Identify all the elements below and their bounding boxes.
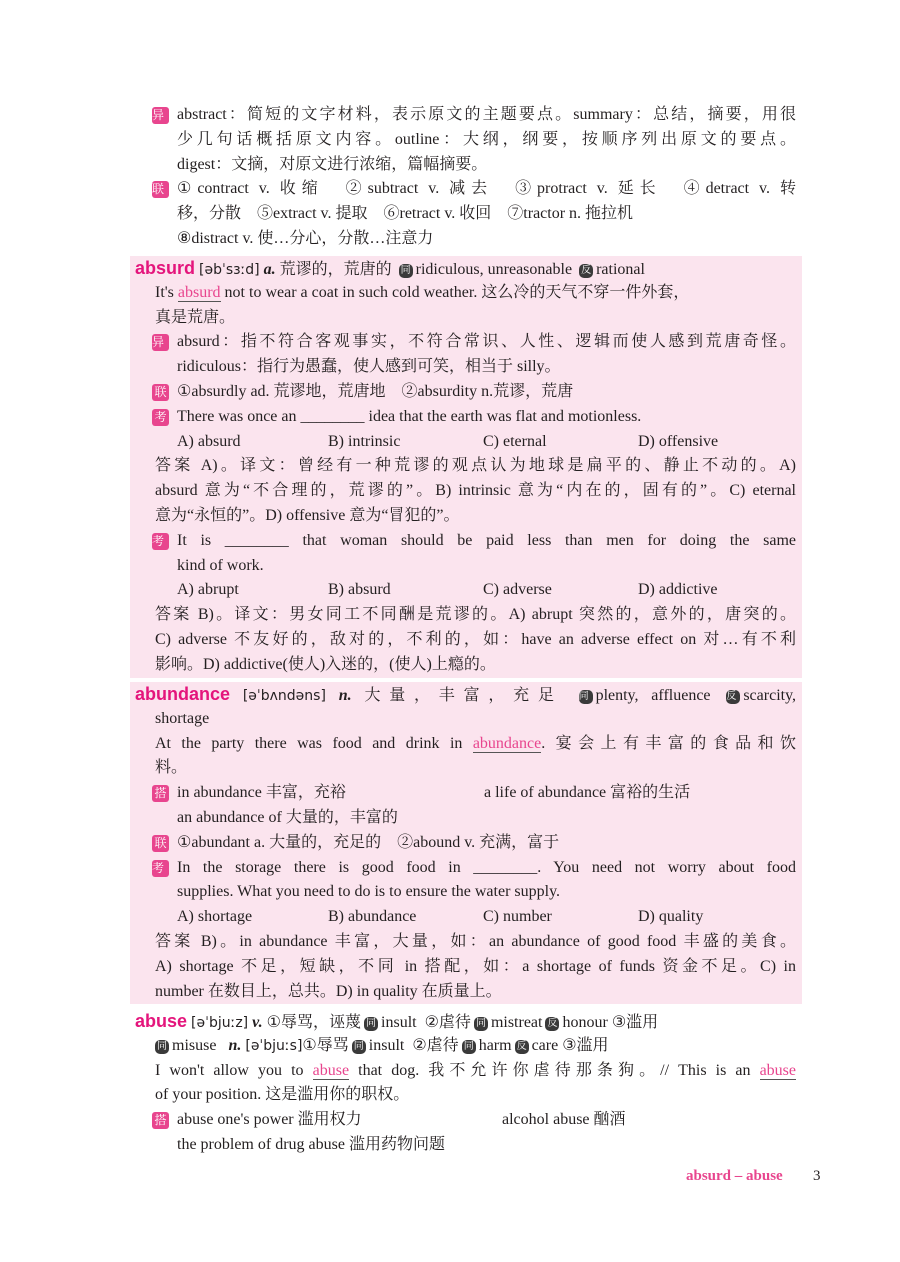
exam-icon: 考 xyxy=(152,533,169,550)
page-number: 3 xyxy=(813,1168,821,1184)
text: A) shortage 不足，短缺，不同 in 搭配，如：a shortage of funds 资金不足。C) in xyxy=(155,957,796,975)
entry-senses xyxy=(130,1034,802,1059)
example-sentence xyxy=(130,306,802,331)
headword: abuse xyxy=(135,1011,188,1031)
example-sentence xyxy=(130,1083,802,1108)
option-d: D) quality xyxy=(638,908,704,926)
antonym-icon: 反 xyxy=(547,1018,558,1029)
text: At the party there was food and drink in xyxy=(155,734,473,752)
related-words-line xyxy=(130,380,802,405)
text: ①contract v. 收缩 ②subtract v. 减去 ③protract v. 延长 ④detract v. 转 xyxy=(177,180,796,198)
antonym: rational xyxy=(596,261,645,278)
text: absurd 意为“不合理的，荒谬的”。B) intrinsic 意为“内在的，固有的”。C) eternal xyxy=(155,482,796,500)
synonym: harm xyxy=(478,1036,512,1054)
text: 料。 xyxy=(155,759,188,777)
text: the problem of drug abuse 滥用药物问题 xyxy=(177,1135,445,1153)
distinction-icon: 异 xyxy=(152,107,169,124)
option-b: B) absurd xyxy=(328,581,391,599)
text: ⑧distract v. 使…分心，分散…注意力 xyxy=(177,229,434,247)
synonym: insult xyxy=(368,1036,405,1054)
text: abstract：简短的文字材料，表示原文的主题要点。summary：总结，摘要，用很 xyxy=(177,106,796,123)
option-c: C) eternal xyxy=(483,432,547,450)
related-icon: 联 xyxy=(152,384,169,401)
text: 答案 B)。译文：男女同工不同酬是荒谬的。A) abrupt 突然的，意外的，唐突的。 xyxy=(155,606,796,624)
text: in abundance 丰富，充裕 xyxy=(177,784,346,802)
synonym-icon: 同 xyxy=(463,1040,474,1052)
exam-options xyxy=(130,430,802,455)
related-icon: 联 xyxy=(152,181,169,198)
synonym: insult xyxy=(381,1014,417,1031)
synonym-icon: 同 xyxy=(400,265,411,276)
text: abuse one's power 滥用权力 xyxy=(177,1111,362,1129)
text: absurd：指不符合客观事实，不符合常识、人性、逻辑而使人感到荒唐奇怪。 xyxy=(177,333,796,351)
text: It's xyxy=(155,283,178,301)
collocation-line xyxy=(130,781,802,806)
option-c: C) number xyxy=(483,908,552,926)
entry-headline xyxy=(130,1009,802,1034)
definition: 荒谬的，荒唐的 xyxy=(279,261,392,278)
phonetic: [əbˈsɜːd] xyxy=(199,262,260,278)
option-a: A) shortage xyxy=(177,908,253,926)
text: In the storage there is good food in ________. You need not worry about food xyxy=(177,858,796,876)
synonym-icon: 同 xyxy=(366,1018,377,1029)
phonetic: [əˈbjuːz] xyxy=(191,1015,249,1031)
synonyms: plenty, affluence xyxy=(595,687,711,704)
synonym-icon: 同 xyxy=(579,690,593,704)
exam-question xyxy=(130,880,802,905)
text: 真是荒唐。 xyxy=(155,308,236,326)
part-of-speech: a. xyxy=(263,261,276,278)
text: alcohol abuse 酗酒 xyxy=(502,1111,626,1129)
phonetic: [əˈbʌndəns] xyxy=(242,688,326,704)
text: of your position. 这是滥用你的职权。 xyxy=(155,1086,410,1104)
sense: ③滥用 xyxy=(562,1036,609,1054)
antonym-icon: 反 xyxy=(726,690,740,704)
antonym: scarcity, xyxy=(743,687,797,704)
collocation-icon: 搭 xyxy=(152,785,169,802)
example-sentence xyxy=(130,756,802,781)
option-b: B) abundance xyxy=(328,908,417,926)
exam-question xyxy=(130,405,802,430)
part-of-speech: v. xyxy=(252,1014,263,1031)
text: . 宴会上有丰富的食品和饮 xyxy=(541,734,796,752)
distinction-icon: 异 xyxy=(152,334,169,351)
synonym: mistreat xyxy=(490,1014,543,1031)
sense: ①辱骂，诬蔑 xyxy=(266,1014,362,1031)
example-sentence xyxy=(130,1059,802,1084)
headword: absurd xyxy=(135,258,196,278)
option-b: B) intrinsic xyxy=(328,432,401,450)
exam-question xyxy=(130,554,802,579)
text: number 在数目上，总共。D) in quality 在质量上。 xyxy=(155,982,502,1000)
sense: ②虐待 xyxy=(412,1036,459,1054)
highlighted-word: abuse xyxy=(312,1061,350,1079)
text: 少几句话概括原文内容。outline：大纲，纲要，按顺序列出原文的要点。 xyxy=(177,130,796,148)
related-words-line xyxy=(130,831,802,856)
antonym-icon: 反 xyxy=(516,1040,527,1052)
text: There was once an ________ idea that the earth was flat and motionless. xyxy=(177,407,642,425)
text: a life of abundance 富裕的生活 xyxy=(484,784,691,802)
related-icon: 联 xyxy=(152,835,169,852)
entry-absurd xyxy=(130,256,802,678)
collocation-line xyxy=(130,1108,802,1133)
text: shortage xyxy=(155,709,210,727)
text: C) adverse 不友好的，敌对的，不利的，如：have an adverse effect on 对…有不利 xyxy=(155,630,796,648)
option-c: C) adverse xyxy=(483,581,552,599)
exam-answer xyxy=(130,980,802,1005)
exam-answer xyxy=(130,454,802,479)
part-of-speech: n. xyxy=(228,1036,242,1054)
collocation-icon: 搭 xyxy=(152,1112,169,1129)
headword: abundance xyxy=(135,684,231,704)
exam-answer xyxy=(130,603,802,628)
usage-note-line xyxy=(130,153,802,178)
synonym-icon: 同 xyxy=(475,1018,486,1029)
antonym: care xyxy=(531,1036,559,1054)
usage-note-line xyxy=(130,330,802,355)
synonyms: ridiculous, unreasonable xyxy=(415,261,573,278)
related-words-line xyxy=(130,202,802,227)
antonym-icon: 反 xyxy=(581,265,592,276)
text: supplies. What you need to do is to ensure the water supply. xyxy=(177,883,561,901)
text: 影响。D) addictive(使人)入迷的，(使人)上瘾的。 xyxy=(155,655,496,673)
exam-question xyxy=(130,856,802,881)
synonym-icon: 同 xyxy=(157,1040,167,1052)
definition: 大量，丰富，充足 xyxy=(364,687,563,704)
sense: ①辱骂 xyxy=(302,1036,349,1054)
exam-icon: 考 xyxy=(152,860,169,877)
text: ①abundant a. 大量的，充足的 ②abound v. 充满，富于 xyxy=(177,833,560,851)
exam-answer xyxy=(130,653,802,678)
text: 移，分散 ⑤extract v. 提取 ⑥retract v. 收回 ⑦tractor n. 拖拉机 xyxy=(177,205,634,223)
synonym-icon: 同 xyxy=(353,1040,364,1052)
entry-headline xyxy=(130,256,802,281)
antonym: honour xyxy=(562,1014,608,1031)
example-sentence xyxy=(130,281,802,306)
sense: ③滥用 xyxy=(611,1014,659,1031)
abstract-notes-section xyxy=(130,103,802,252)
entry-abuse xyxy=(130,1009,802,1158)
text: not to wear a coat in such cold weather. 这么冷的天气不穿一件外套， xyxy=(220,283,690,301)
text: ①absurdly ad. 荒谬地，荒唐地 ②absurdity n.荒谬，荒唐 xyxy=(177,382,574,400)
exam-answer xyxy=(130,955,802,980)
text: an abundance of 大量的，丰富的 xyxy=(177,808,398,826)
usage-note-line xyxy=(130,103,802,128)
text: that dog. 我不允许你虐待那条狗。// This is an xyxy=(349,1061,760,1079)
part-of-speech: n. xyxy=(338,687,352,704)
collocation-line xyxy=(130,806,802,831)
highlighted-word: abuse xyxy=(759,1061,797,1079)
text: 答案 A)。译文：曾经有一种荒谬的观点认为地球是扁平的、静止不动的。A) xyxy=(155,457,796,475)
usage-note-line xyxy=(130,128,802,153)
highlighted-word: absurd xyxy=(177,283,221,301)
option-d: D) offensive xyxy=(638,432,719,450)
exam-answer xyxy=(130,628,802,653)
exam-answer xyxy=(130,504,802,529)
usage-note-line xyxy=(130,355,802,380)
exam-options xyxy=(130,578,802,603)
option-a: A) absurd xyxy=(177,432,241,450)
text: kind of work. xyxy=(177,556,264,574)
text: It is ________ that woman should be paid less than men for doing the same xyxy=(177,531,796,549)
exam-icon: 考 xyxy=(152,409,169,426)
phonetic: [əˈbjuːs] xyxy=(245,1037,303,1054)
related-words-line xyxy=(130,177,802,202)
running-head: absurd – abuse xyxy=(686,1168,783,1184)
text: 意为“永恒的”。D) offensive 意为“冒犯的”。 xyxy=(155,506,460,524)
exam-options xyxy=(130,905,802,930)
exam-answer xyxy=(130,479,802,504)
sense: ②虐待 xyxy=(424,1014,471,1031)
text: 答案 B)。in abundance 丰富，大量，如：an abundance of good food 丰盛的美食。 xyxy=(155,932,796,950)
text: ridiculous：指行为愚蠢，使人感到可笑，相当于 silly。 xyxy=(177,358,561,376)
exam-question xyxy=(130,529,802,554)
option-d: D) addictive xyxy=(638,581,718,599)
entry-headline xyxy=(130,682,802,707)
entry-abundance xyxy=(130,682,802,1004)
antonym-continued xyxy=(130,707,802,732)
text: I won't allow you to xyxy=(155,1061,313,1079)
highlighted-word: abundance xyxy=(472,734,542,752)
synonym: misuse xyxy=(172,1036,217,1054)
collocation-line xyxy=(130,1133,802,1158)
related-words-line xyxy=(130,227,802,252)
text: digest：文摘，对原文进行浓缩，篇幅摘要。 xyxy=(177,155,488,173)
example-sentence xyxy=(130,732,802,757)
option-a: A) abrupt xyxy=(177,581,239,599)
exam-answer xyxy=(130,930,802,955)
